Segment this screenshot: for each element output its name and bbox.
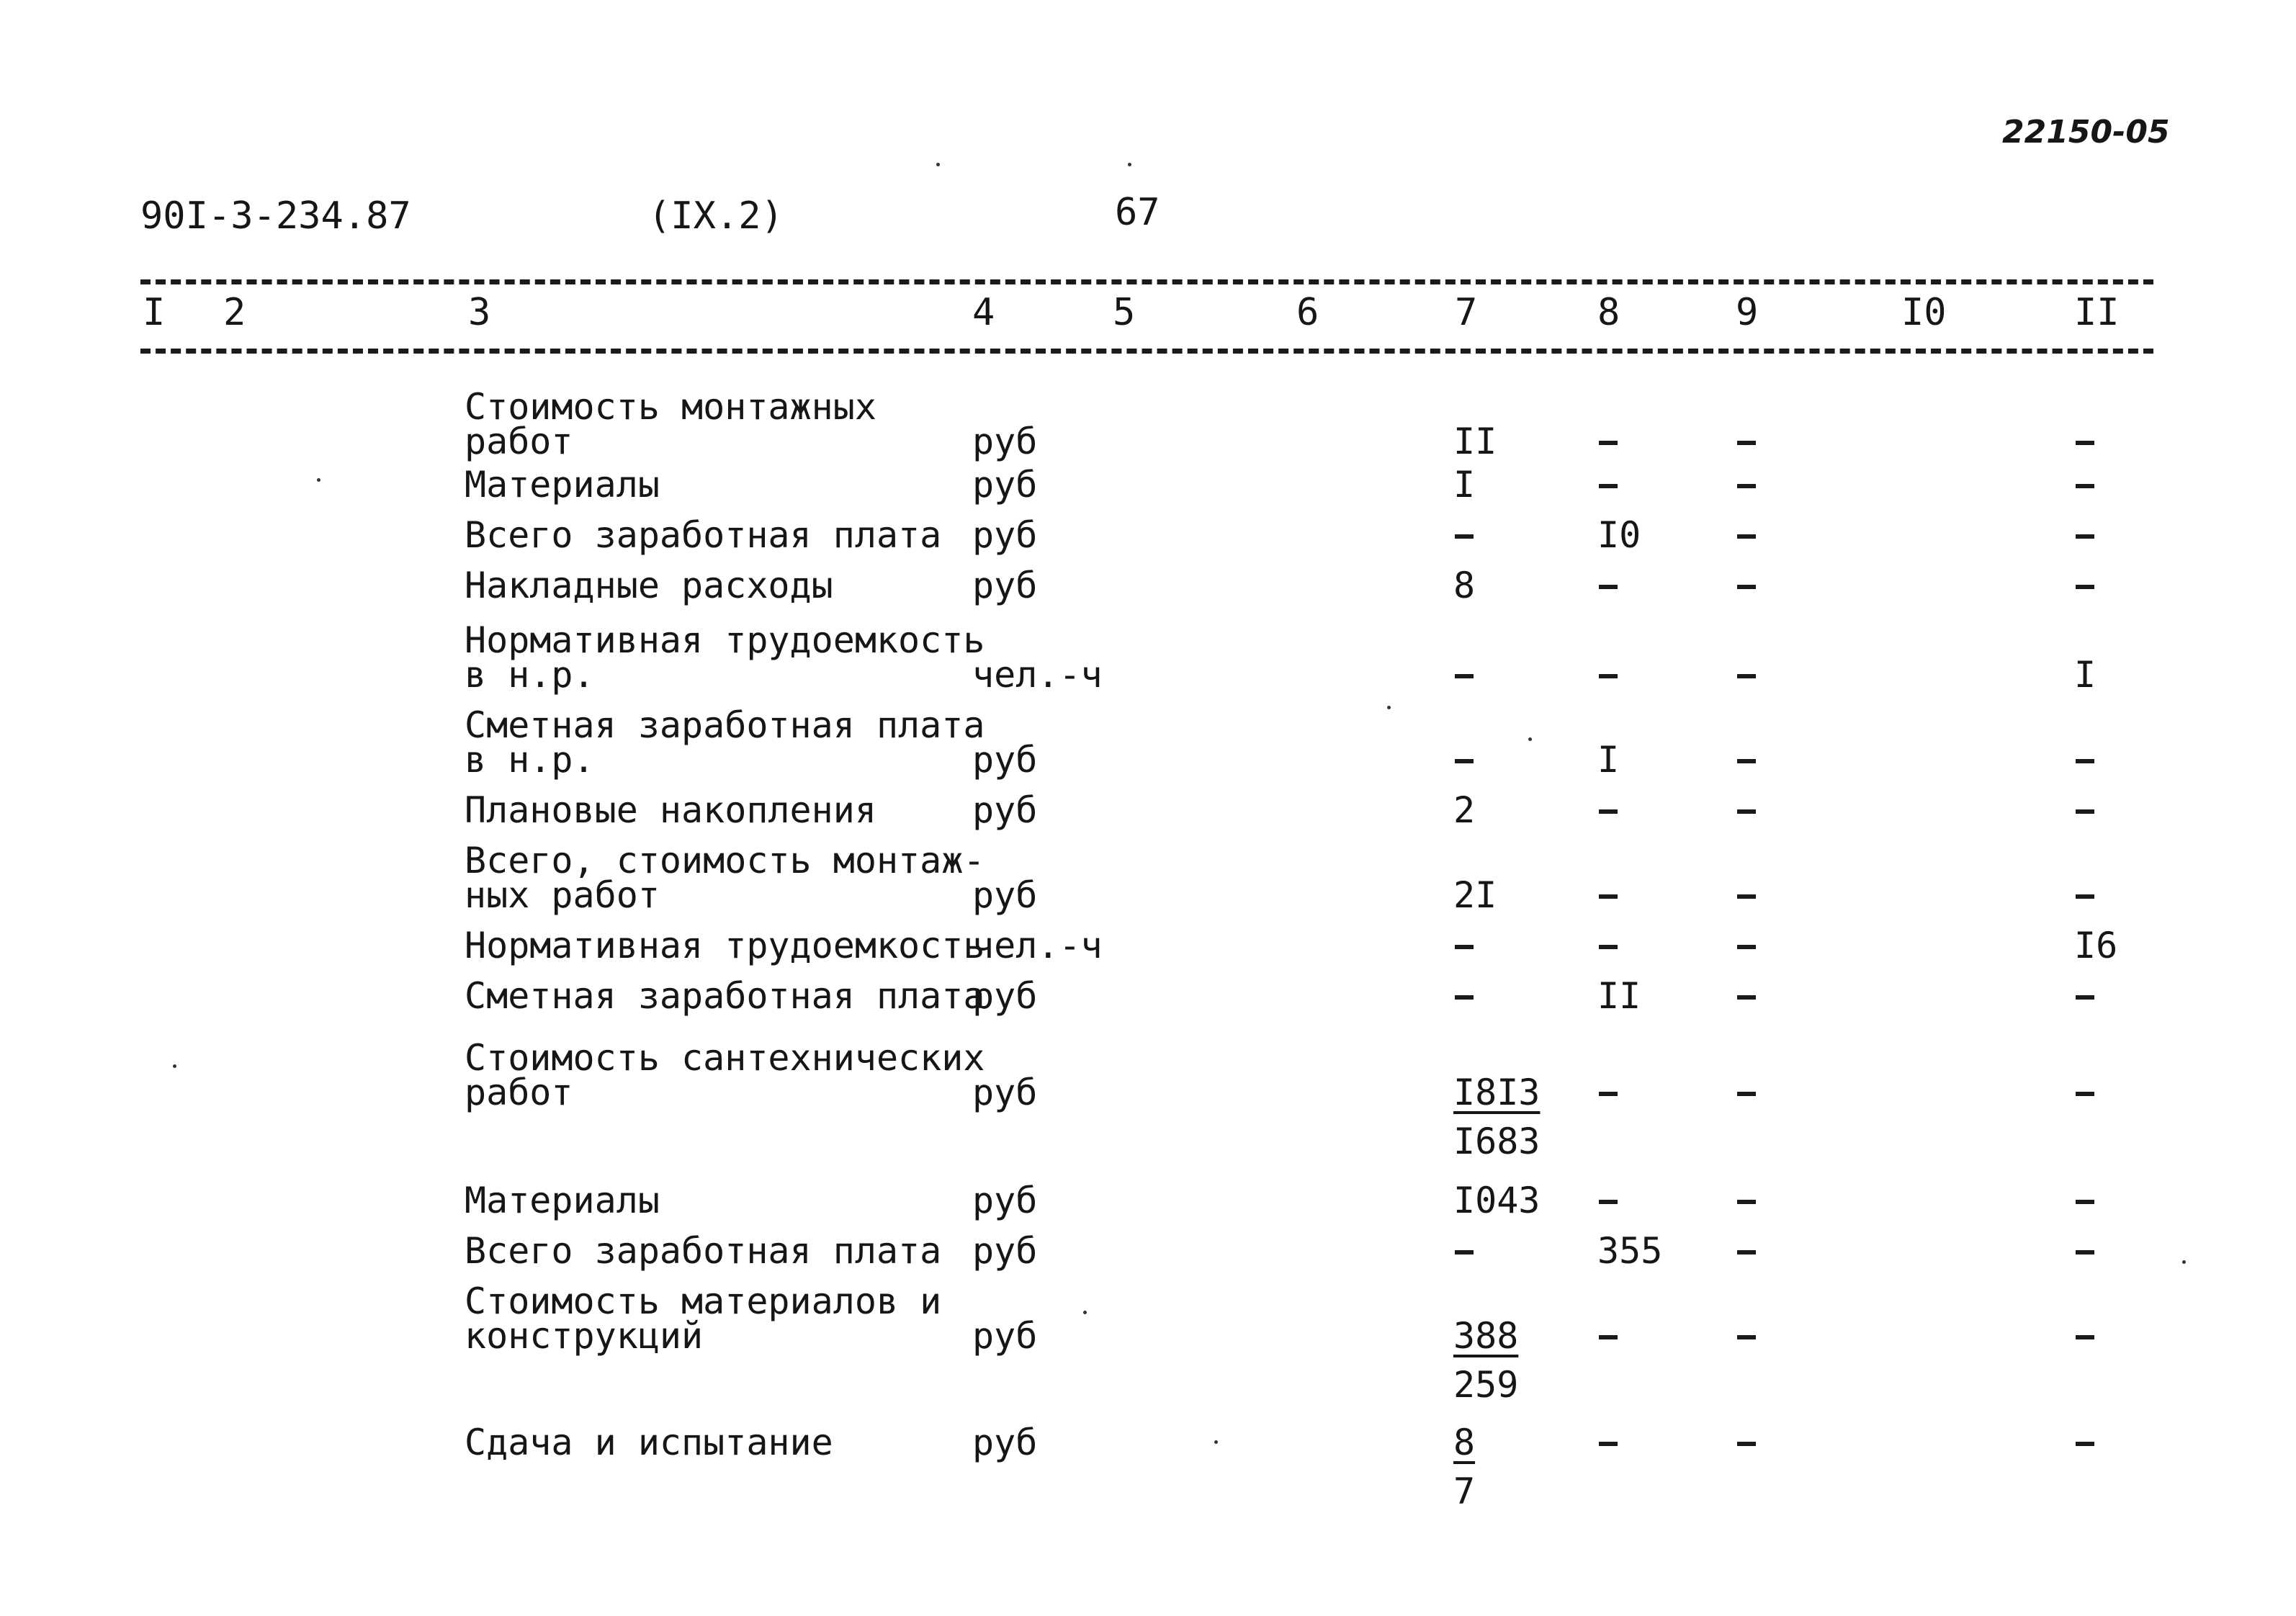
labor-value-dash <box>2076 995 2094 1000</box>
cost-value-dash <box>1455 759 1474 763</box>
column-9-value-dash <box>1737 1250 1756 1254</box>
column-9-value-dash <box>1737 1092 1756 1096</box>
wage-value-dash <box>1599 1200 1618 1204</box>
column-header-11: II <box>2074 291 2120 334</box>
column-9-value-dash <box>1737 534 1756 539</box>
wage-value: I0 <box>1597 514 1641 556</box>
cost-value-denominator: I683 <box>1453 1121 1541 1162</box>
unit-cell: руб <box>972 789 1038 831</box>
wage-value: I <box>1597 739 1620 781</box>
labor-value-dash <box>2076 759 2094 763</box>
cost-value-denominator: 259 <box>1453 1364 1519 1406</box>
scan-speck <box>173 1064 176 1068</box>
unit-cell: руб <box>972 739 1038 781</box>
unit-cell: руб <box>972 514 1038 556</box>
labor-value-dash <box>2076 1442 2094 1446</box>
cost-value-dash <box>1455 995 1474 1000</box>
column-9-value-dash <box>1737 484 1756 488</box>
cost-value: I8I3 <box>1453 1072 1541 1113</box>
column-header-6: 6 <box>1296 291 1319 334</box>
archive-stamp: 22150-05 <box>2002 114 2170 151</box>
labor-value: I6 <box>2074 925 2118 966</box>
labor-value: I <box>2074 654 2097 696</box>
wage-value-dash <box>1599 1092 1618 1096</box>
column-9-value-dash <box>1737 809 1756 814</box>
wage-value-dash <box>1599 484 1618 488</box>
header-rule-top <box>140 279 2153 284</box>
cost-value: II <box>1453 421 1497 462</box>
cost-value-dash <box>1455 674 1474 678</box>
column-header-8: 8 <box>1597 291 1620 334</box>
column-9-value-dash <box>1737 945 1756 949</box>
unit-cell: руб <box>972 874 1038 916</box>
cost-value-denominator: 7 <box>1453 1471 1476 1512</box>
item-name: Сметная заработная плата <box>465 975 985 1017</box>
wage-value-dash <box>1599 441 1618 445</box>
column-9-value-dash <box>1737 441 1756 445</box>
scan-speck <box>936 163 940 166</box>
column-9-value-dash <box>1737 894 1756 899</box>
wage-value: II <box>1597 975 1641 1017</box>
scan-speck <box>317 478 320 482</box>
wage-value-dash <box>1599 1335 1618 1339</box>
unit-cell: руб <box>972 1315 1038 1357</box>
unit-cell: руб <box>972 975 1038 1017</box>
item-name: Всего заработная плата <box>465 514 942 556</box>
unit-cell: руб <box>972 1230 1038 1272</box>
scan-speck <box>1083 1311 1087 1314</box>
unit-cell: чел.-ч <box>972 925 1103 966</box>
labor-value-dash <box>2076 894 2094 899</box>
unit-cell: руб <box>972 1180 1038 1221</box>
item-name: в н.р. <box>465 739 595 781</box>
column-header-2: 2 <box>223 291 246 334</box>
item-name: Стоимость материалов и <box>465 1280 942 1322</box>
labor-value-dash <box>2076 484 2094 488</box>
labor-value-dash <box>2076 441 2094 445</box>
scan-speck <box>1214 1440 1218 1444</box>
labor-value-dash <box>2076 1250 2094 1254</box>
column-9-value-dash <box>1737 995 1756 1000</box>
page-number: 67 <box>1115 191 1160 234</box>
item-name: Всего, стоимость монтаж- <box>465 840 985 881</box>
wage-value-dash <box>1599 1442 1618 1446</box>
unit-cell: руб <box>972 1072 1038 1113</box>
unit-cell: руб <box>972 421 1038 462</box>
cost-value: 2I <box>1453 874 1497 916</box>
column-header-7: 7 <box>1455 291 1478 334</box>
column-9-value-dash <box>1737 1335 1756 1339</box>
cost-value-dash <box>1455 534 1474 539</box>
unit-cell: руб <box>972 565 1038 606</box>
labor-value-dash <box>2076 1200 2094 1204</box>
column-header-3: 3 <box>468 291 491 334</box>
wage-value: 355 <box>1597 1230 1663 1272</box>
cost-value: 388 <box>1453 1315 1519 1357</box>
item-name: Нормативная трудоемкость <box>465 925 985 966</box>
item-name: Стоимость сантехнических <box>465 1037 985 1079</box>
column-9-value-dash <box>1737 1442 1756 1446</box>
unit-cell: чел.-ч <box>972 654 1103 696</box>
unit-cell: руб <box>972 1422 1038 1463</box>
item-name: ных работ <box>465 874 660 916</box>
column-header-9: 9 <box>1736 291 1759 334</box>
labor-value-dash <box>2076 809 2094 814</box>
item-name: Сдача и испытание <box>465 1422 833 1463</box>
cost-value-dash <box>1455 1250 1474 1254</box>
item-name: Стоимость монтажных <box>465 386 876 428</box>
column-header-10: I0 <box>1901 291 1947 334</box>
item-name: работ <box>465 1072 573 1113</box>
scan-speck <box>1528 737 1532 741</box>
cost-value: I <box>1453 464 1476 506</box>
column-header-5: 5 <box>1113 291 1136 334</box>
column-header-1: I <box>143 291 166 334</box>
cost-value: 2 <box>1453 789 1476 831</box>
scan-speck <box>1128 163 1131 166</box>
item-name: Плановые накопления <box>465 789 876 831</box>
cost-value: 8 <box>1453 1422 1476 1463</box>
wage-value-dash <box>1599 674 1618 678</box>
column-9-value-dash <box>1737 674 1756 678</box>
header-rule-bottom <box>140 349 2153 354</box>
section-code: (IX.2) <box>648 194 784 238</box>
item-name: Всего заработная плата <box>465 1230 942 1272</box>
item-name: Сметная заработная плата <box>465 704 985 746</box>
cost-value: 8 <box>1453 565 1476 606</box>
item-name: Материалы <box>465 464 660 506</box>
column-9-value-dash <box>1737 759 1756 763</box>
scan-speck <box>2182 1260 2186 1264</box>
item-name: работ <box>465 421 573 462</box>
item-name: в н.р. <box>465 654 595 696</box>
cost-value: I043 <box>1453 1180 1541 1221</box>
column-9-value-dash <box>1737 1200 1756 1204</box>
unit-cell: руб <box>972 464 1038 506</box>
item-name: Материалы <box>465 1180 660 1221</box>
cost-value-dash <box>1455 945 1474 949</box>
column-9-value-dash <box>1737 585 1756 589</box>
labor-value-dash <box>2076 1092 2094 1096</box>
wage-value-dash <box>1599 945 1618 949</box>
item-name: Нормативная трудоемкость <box>465 619 985 661</box>
wage-value-dash <box>1599 585 1618 589</box>
labor-value-dash <box>2076 1335 2094 1339</box>
labor-value-dash <box>2076 534 2094 539</box>
column-header-4: 4 <box>972 291 995 334</box>
item-name: конструкций <box>465 1315 704 1357</box>
scan-speck <box>1387 706 1391 709</box>
document-code: 90I-3-234.87 <box>140 194 411 238</box>
wage-value-dash <box>1599 894 1618 899</box>
wage-value-dash <box>1599 809 1618 814</box>
labor-value-dash <box>2076 585 2094 589</box>
item-name: Накладные расходы <box>465 565 833 606</box>
